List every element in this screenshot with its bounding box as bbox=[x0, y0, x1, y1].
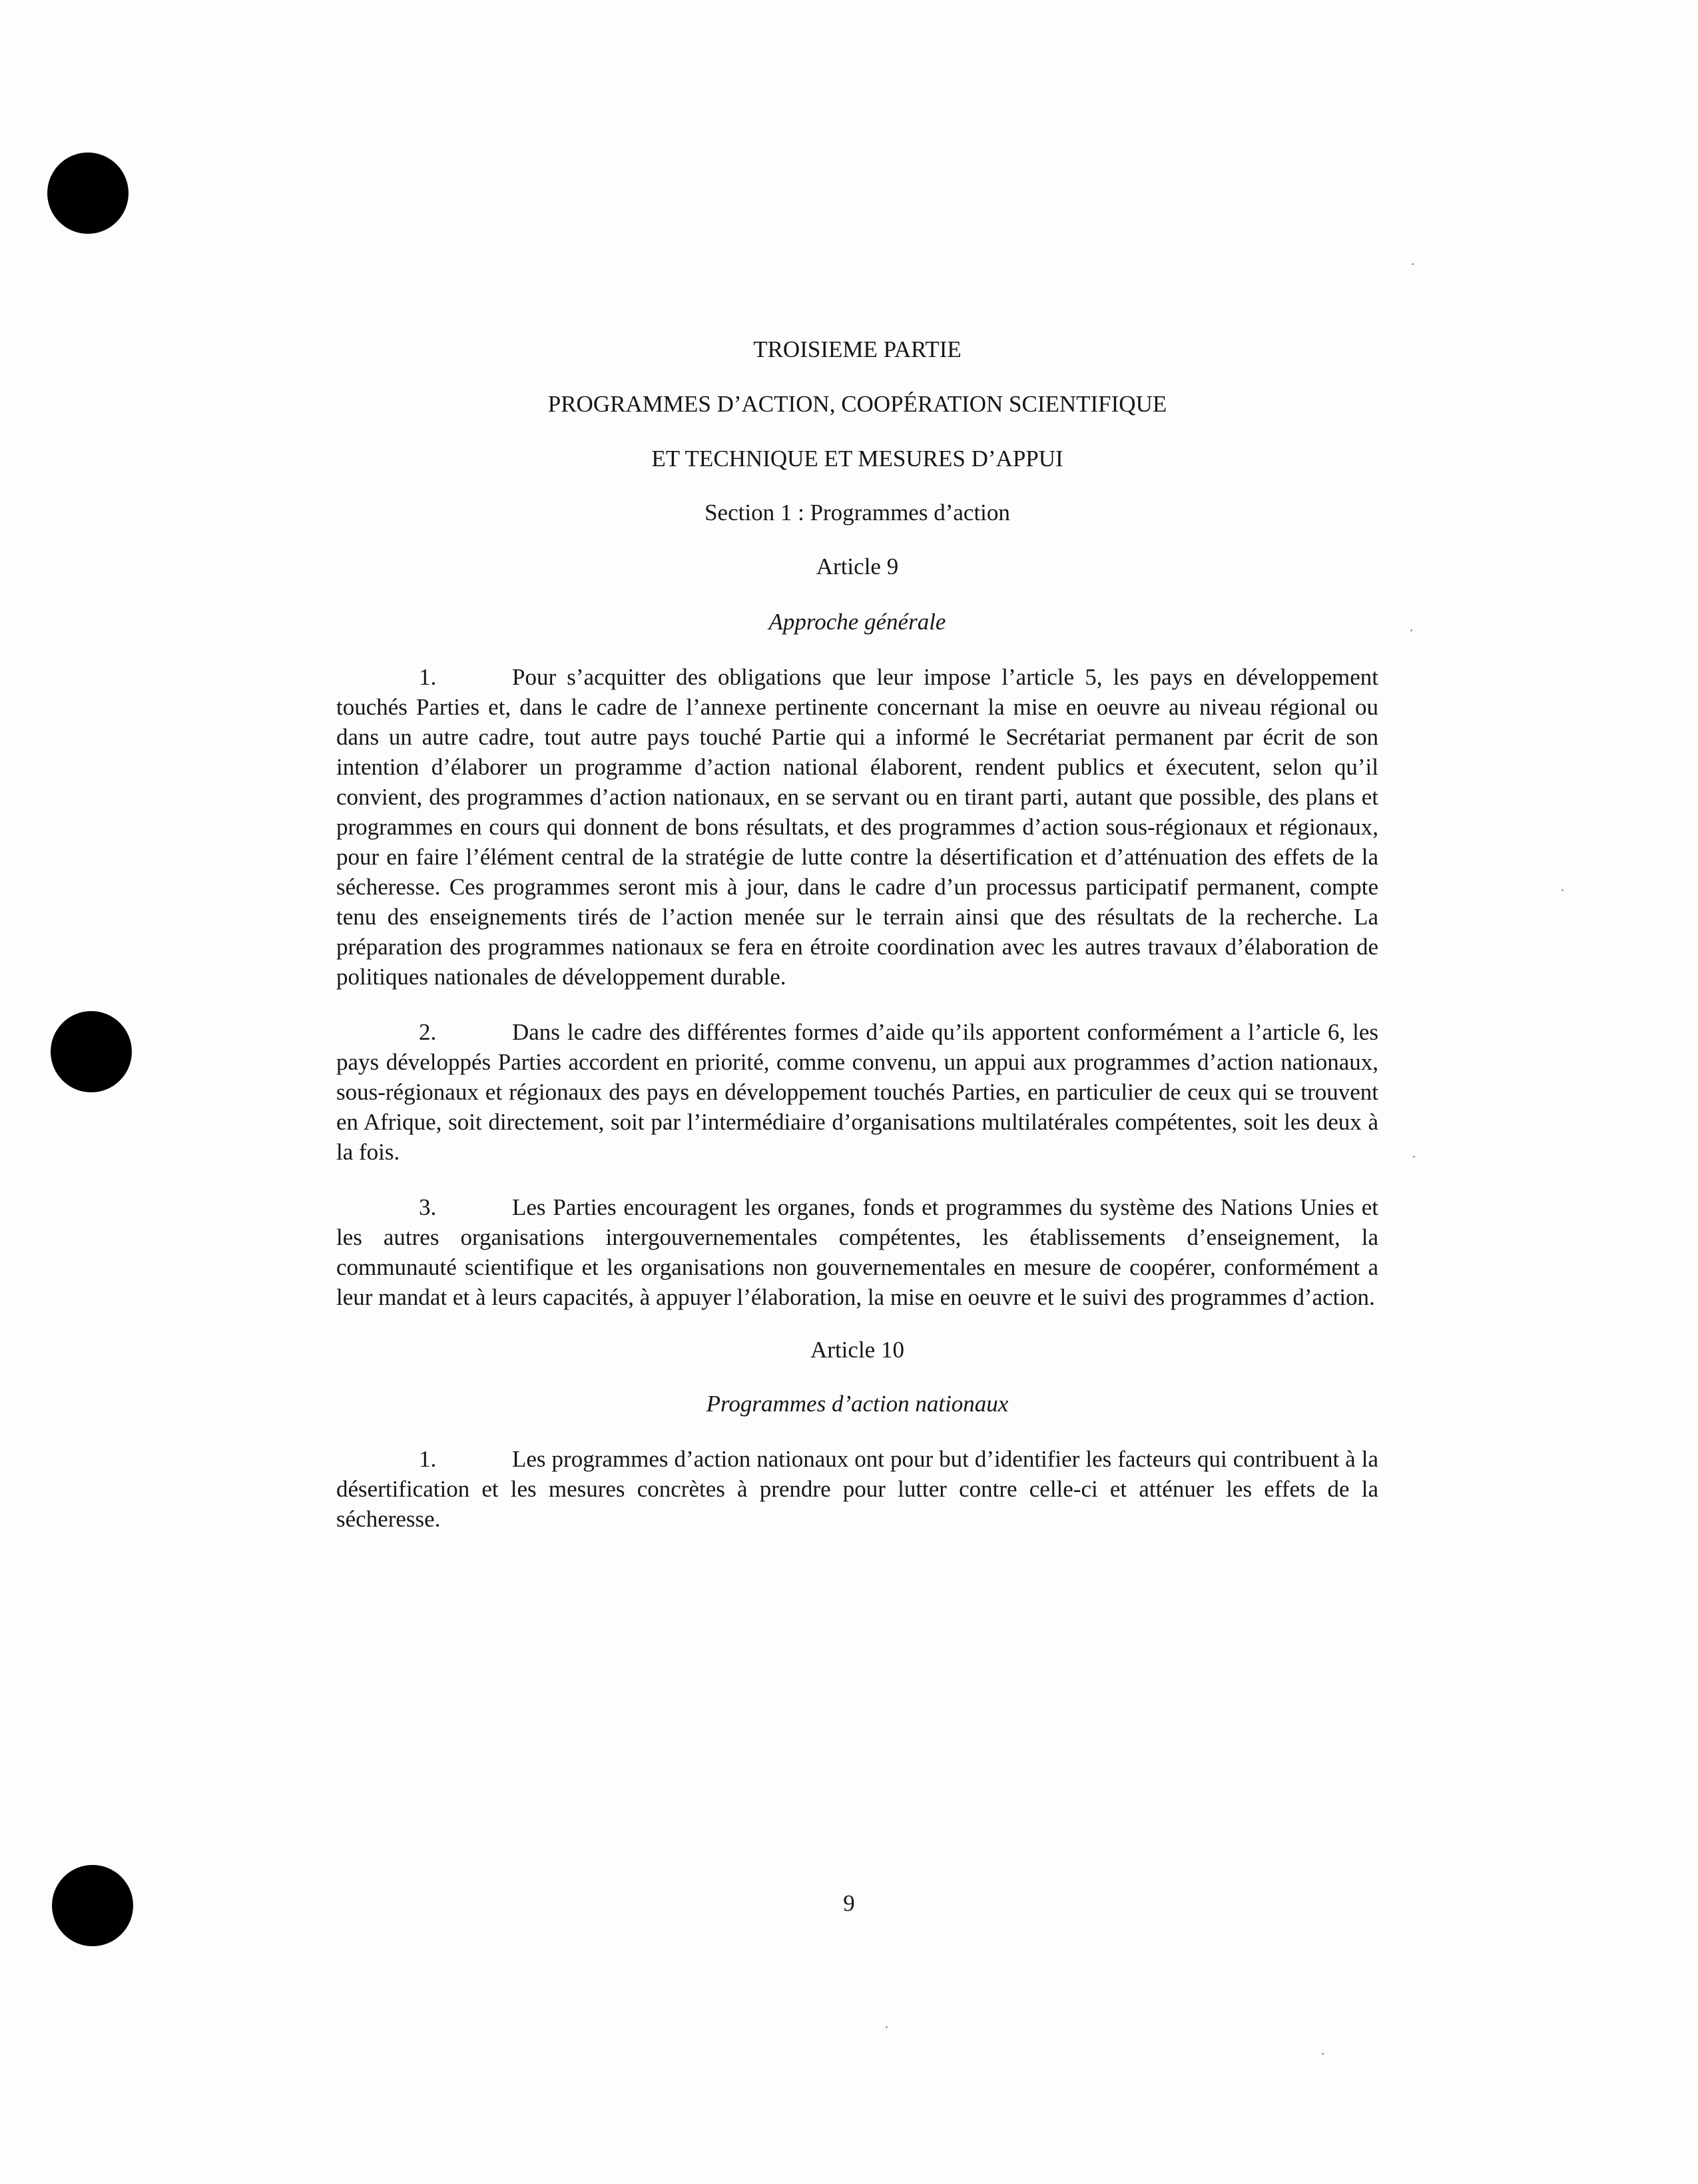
page-number: 9 bbox=[843, 1890, 855, 1916]
section-heading: Section 1 : Programmes d’action bbox=[705, 500, 1010, 526]
scan-speck bbox=[1412, 263, 1414, 265]
scan-speck bbox=[1322, 2053, 1324, 2055]
article-subtitle: Programmes d’action nationaux bbox=[706, 1391, 1009, 1417]
paragraph-text: Les Parties encouragent les organes, fonds et programmes du système des Nations Unies et les autres organisations intergouvernementales compétentes, les établissements d’enseignement, la communauté scientifique et les organisations non gouvernementales en mesure de coopérer, conformément a leur mandat et à leurs capacités, à appuyer l’élaboration, la mise en oeuvre et le suivi des programmes d’action. bbox=[336, 1194, 1378, 1310]
paragraph-text: Pour s’acquitter des obligations que leur impose l’article 5, les pays en développement touchés Parties et, dans le cadre de l’annexe pertinente concernant la mise en oeuvre au niveau régional ou dans un autre cadre, tout autre pays touché Partie qui a informé le Secrétariat permanent par écrit de son intention d’élaborer un programme d’action national élaborent, rendent publics et éxecutent, selon qu’il convient, des programmes d’action nationaux, en se servant ou en tirant parti, autant que possible, des plans et programmes en cours qui donnent de bons résultats, et des programmes d’action sous-régionaux et régionaux, pour en faire l’élément central de la stratégie de lutte contre la désertification et d’atténuation des effets de la sécheresse. Ces programmes seront mis à jour, dans le cadre d’un processus participatif permanent, compte tenu des enseignements tirés de l’action menée sur le terrain ainsi que des résultats de la recherche. La préparation des programmes nationaux se fera en étroite coordination avec les autres travaux d’élaboration de politiques nationales de développement durable. bbox=[336, 664, 1378, 990]
article-heading: Article 9 bbox=[816, 553, 899, 579]
part-title-line-1: PROGRAMMES D’ACTION, COOPÉRATION SCIENTIFIQUE bbox=[547, 391, 1167, 417]
paragraph-number: 1. bbox=[419, 664, 437, 690]
article-paragraph bbox=[336, 1444, 1378, 1534]
scan-speck bbox=[1410, 629, 1412, 631]
scan-speck bbox=[1413, 1156, 1415, 1158]
article-paragraph bbox=[336, 662, 1378, 992]
article-paragraph bbox=[336, 1017, 1378, 1167]
paragraph-number: 2. bbox=[419, 1019, 437, 1045]
part-heading: TROISIEME PARTIE bbox=[753, 336, 962, 362]
article-subtitle: Approche générale bbox=[768, 609, 946, 635]
document-body bbox=[336, 320, 1378, 1534]
article-paragraph bbox=[336, 1192, 1378, 1312]
scan-speck bbox=[1561, 889, 1563, 891]
scan-speck bbox=[886, 2026, 888, 2028]
article-heading: Article 10 bbox=[810, 1337, 904, 1363]
paragraph-number: 1. bbox=[419, 1446, 437, 1472]
paragraph-number: 3. bbox=[419, 1194, 437, 1220]
punch-hole-top bbox=[47, 153, 129, 234]
paragraph-text: Dans le cadre des différentes formes d’aide qu’ils apportent conformément a l’article 6, les pays développés Parties accordent en priorité, comme convenu, un appui aux programmes d’action nationaux, sous-régionaux et régionaux des pays en développement touchés Parties, en particulier de ceux qui se trouvent en Afrique, soit directement, soit par l’intermédiaire d’organisations multilatérales compétentes, soit les deux à la fois. bbox=[336, 1019, 1378, 1165]
paragraph-text: Les programmes d’action nationaux ont pour but d’identifier les facteurs qui contribuent à la désertification et les mesures concrètes à prendre pour lutter contre celle-ci et atténuer les effets de la sécheresse. bbox=[336, 1446, 1378, 1532]
part-title-line-2: ET TECHNIQUE ET MESURES D’APPUI bbox=[651, 446, 1063, 472]
punch-hole-middle bbox=[51, 1011, 132, 1092]
